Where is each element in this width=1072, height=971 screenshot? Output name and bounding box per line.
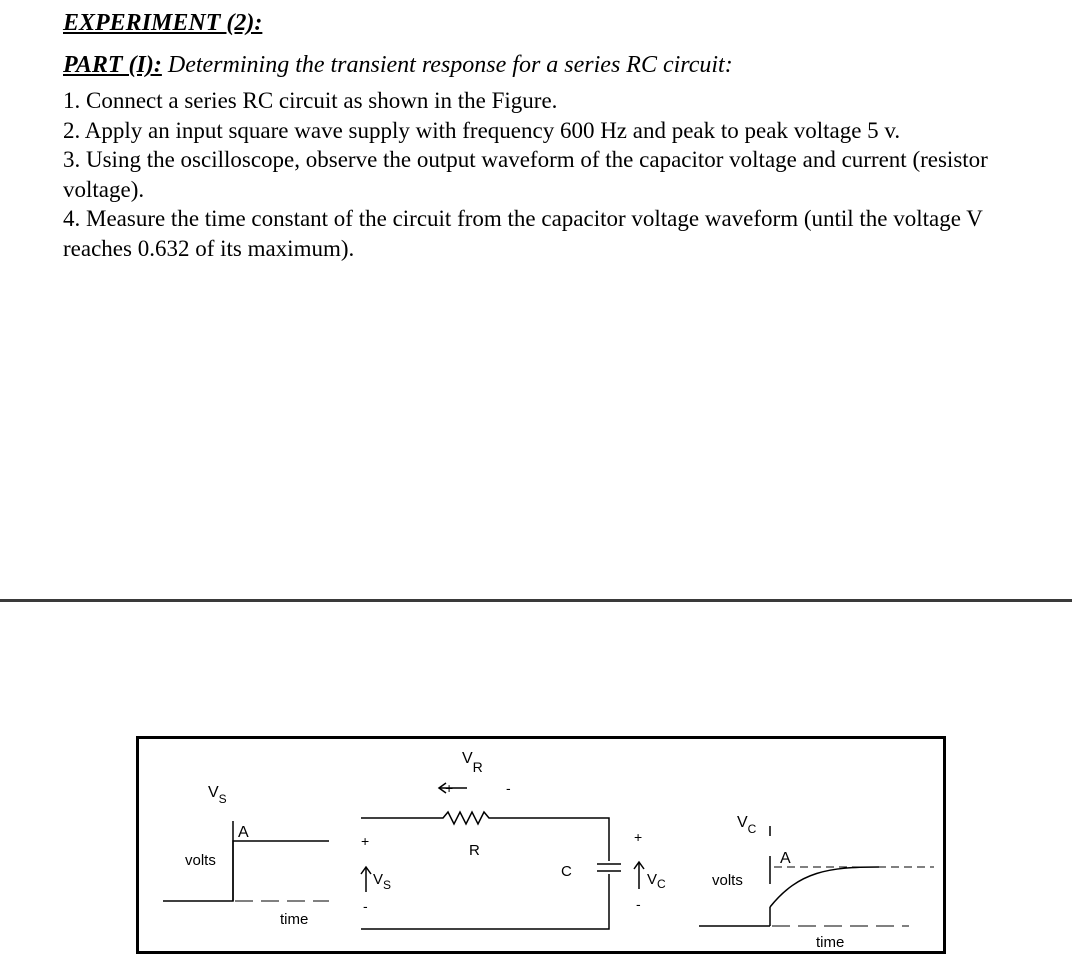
output-level-label: A [780,850,791,867]
capacitor-plus: + [634,829,643,845]
part-label: PART (I): [63,52,162,78]
step-2: 2. Apply an input square wave supply with frequency 600 Hz and peak to peak voltage 5 v. [63,117,901,143]
output-y-label: volts [712,872,743,889]
experiment-title: EXPERIMENT (2): [63,10,263,36]
page-divider [0,599,1072,602]
procedure-steps [63,86,1053,263]
document-body [63,8,1053,263]
rc-circuit-figure [136,736,946,954]
circuit-bottom-wire [361,874,609,929]
resistor-voltage-label: VR [462,750,483,775]
input-square-wave [163,841,329,901]
source-minus: - [363,898,368,914]
capacitor-charging-curve [770,867,879,907]
capacitor-label: C [561,863,572,880]
part-description: Determining the transient response for a series RC circuit: [161,52,733,78]
part-heading [63,50,1053,80]
step-1: 1. Connect a series RC circuit as shown in the Figure. [63,88,558,113]
step-4: 4. Measure the time constant of the circuit from the capacitor voltage waveform (until the voltage V reaches 0.632 of its maximum). [63,206,983,261]
input-y-label: volts [185,852,216,869]
capacitor-voltage-label: $V_C$ [647,871,666,891]
figure-drawing [139,739,943,951]
resistor-polarity-minus: - [506,780,511,796]
output-axis-label: $V_C$ [737,814,757,836]
resistor-polarity-plus: + [445,780,454,796]
source-voltage-label: $V_S$ [373,871,392,892]
step-3: 3. Using the oscilloscope, observe the output waveform of the capacitor voltage and current (resistor voltage). [63,147,988,202]
input-level-label: A [238,824,249,841]
capacitor-minus: - [636,896,641,912]
output-x-label: time [816,934,845,951]
input-x-label: time [280,911,309,928]
resistor-label: R [469,842,480,859]
circuit-top-wire [361,812,609,861]
source-plus: + [361,833,370,849]
input-axis-label: $V_S$ [208,784,227,806]
